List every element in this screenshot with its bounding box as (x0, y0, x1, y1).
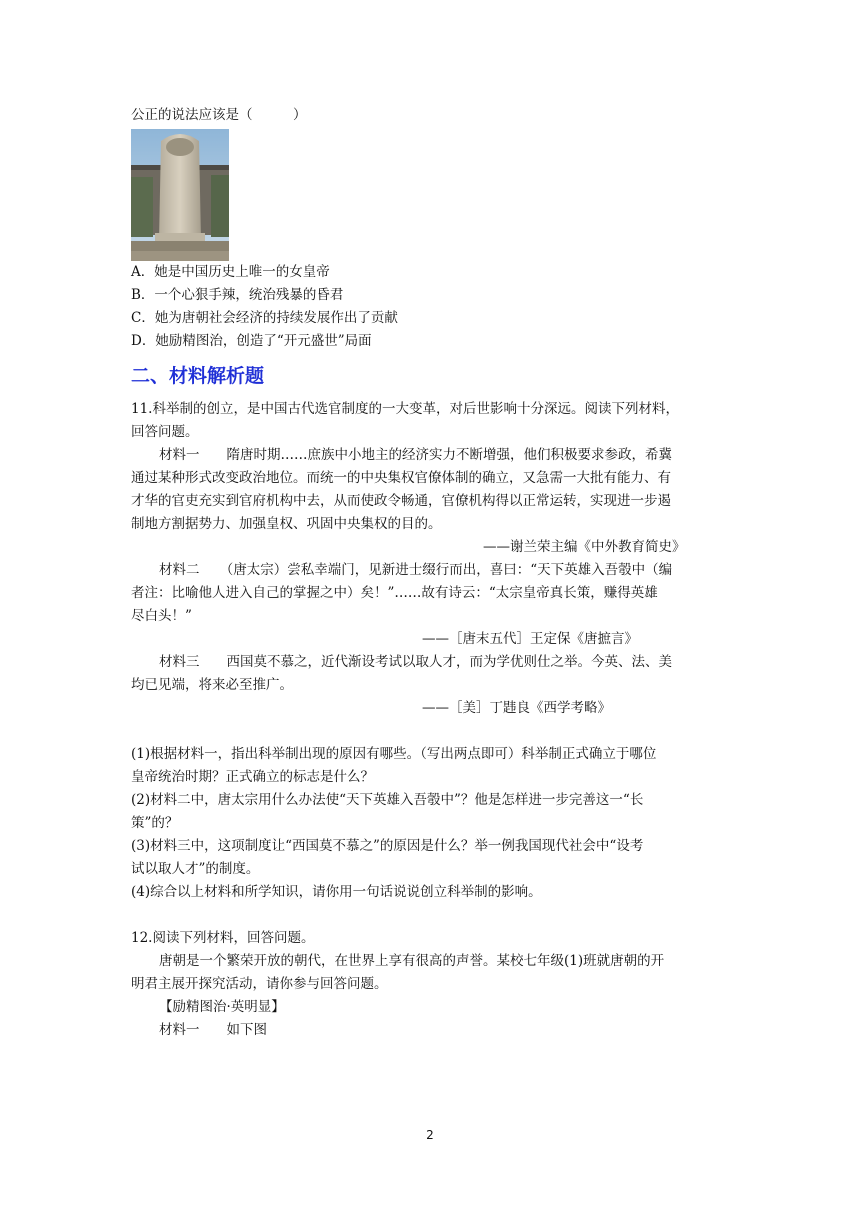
option-c: C．她为唐朝社会经济的持续发展作出了贡献 (131, 310, 398, 326)
option-b: B．一个心狠手辣，统治残暴的昏君 (131, 287, 344, 303)
material-one-line: 通过某种形式改变政治地位。而统一的中央集权官僚体制的确立，又急需一大批有能力、有 (131, 470, 671, 486)
q12-subheading: 【励精图治·英明显】 (159, 999, 285, 1015)
stone-stele-photo (131, 129, 229, 261)
option-d: D．她励精图治，创造了“开元盛世”局面 (131, 333, 372, 349)
sub-question-4: (4)综合以上材料和所学知识，请你用一句话说说创立科举制的影响。 (131, 884, 542, 900)
material-one-source: ——谢兰荣主编《中外教育简史》 (483, 539, 686, 555)
sub-question-3: (3)材料三中，这项制度让“西国莫不慕之”的原因是什么？举一例我国现代社会中“设考 (131, 838, 644, 854)
q10-tail: 公正的说法应该是（ ） (131, 107, 307, 123)
sub-question-1: 皇帝统治时期？正式确立的标志是什么？ (131, 769, 374, 785)
q11-intro-line: 11.科举制的创立，是中国古代选官制度的一大变革，对后世影响十分深远。阅读下列材料， (131, 401, 679, 417)
material-three-line: 材料三 西国莫不慕之，近代渐设考试以取人才，而为学优则仕之举。今英、法、美 (159, 654, 672, 670)
section-title: 二、材料解析题 (131, 365, 265, 387)
sub-question-2: 策”的？ (131, 815, 179, 831)
q12-paragraph: 明君主展开探究活动，请你参与回答问题。 (131, 976, 388, 992)
q12-paragraph: 唐朝是一个繁荣开放的朝代，在世界上享有很高的声誉。某校七年级(1)班就唐朝的开 (159, 953, 665, 969)
material-three-line: 均已见端，将来必至推广。 (131, 677, 293, 693)
page-number: 2 (426, 1128, 434, 1142)
material-one-line: 才华的官吏充实到官府机构中去，从而使政令畅通，官僚机构得以正常运转，实现进一步遏 (131, 493, 671, 509)
sub-question-1: (1)根据材料一，指出科举制出现的原因有哪些。（写出两点即可）科举制正式确立于哪位 (131, 746, 657, 762)
material-two-line: 者注：比喻他人进入自己的掌握之中）矣！”……故有诗云：“太宗皇帝真长策，赚得英雄 (131, 585, 658, 601)
sub-question-2: (2)材料二中，唐太宗用什么办法使“天下英雄入吾彀中”？他是怎样进一步完善这一“长 (131, 792, 644, 808)
q11-intro-line: 回答问题。 (131, 424, 199, 440)
material-two-line: 尽白头！” (131, 608, 192, 624)
option-a: A．她是中国历史上唯一的女皇帝 (131, 264, 330, 280)
material-three-source: ——［美］丁韪良《西学考略》 (422, 700, 611, 716)
q12-material-one: 材料一 如下图 (159, 1022, 267, 1038)
material-two-source: ——［唐末五代］王定保《唐摭言》 (422, 631, 638, 647)
material-one-line: 制地方割据势力、加强皇权、巩固中央集权的目的。 (131, 516, 442, 532)
sub-question-3: 试以取人才”的制度。 (131, 861, 260, 877)
q12-intro: 12.阅读下列材料，回答问题。 (131, 930, 315, 946)
material-two-line: 材料二 （唐太宗）尝私幸端门，见新进士缀行而出，喜曰：“天下英雄入吾彀中（编 (159, 562, 673, 578)
material-one-line: 材料一 隋唐时期……庶族中小地主的经济实力不断增强，他们积极要求参政，希冀 (159, 447, 672, 463)
